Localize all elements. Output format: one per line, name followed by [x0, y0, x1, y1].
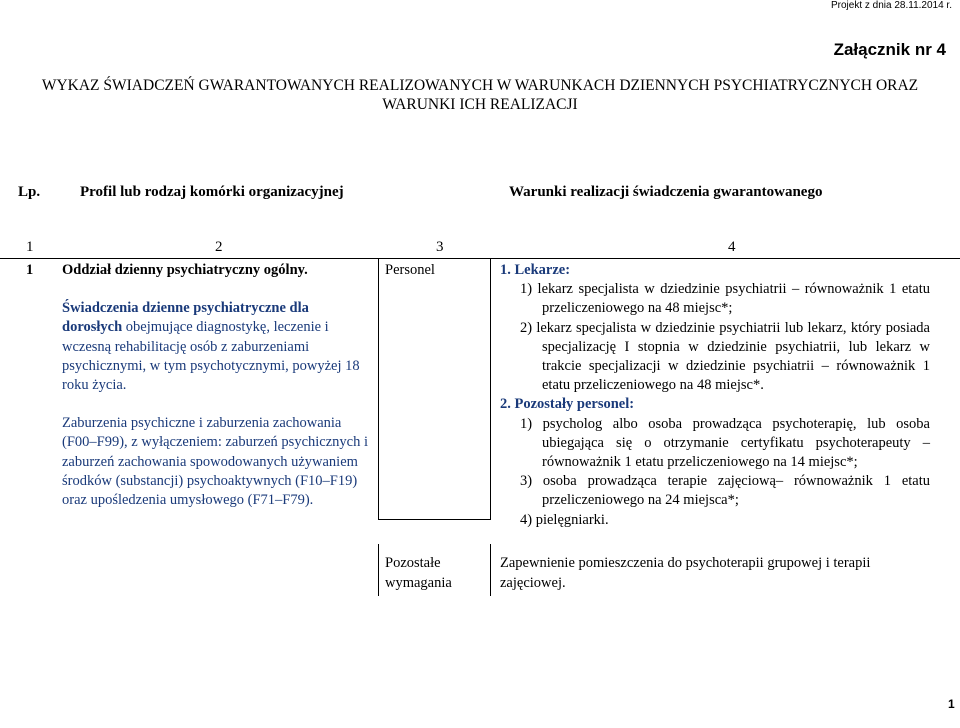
annex-label: Załącznik nr 4	[833, 40, 946, 59]
other-staff-item-1: 1) psycholog albo osoba prowadząca psychoterapię, lub osoba ubiegająca się o otrzymanie certyfikatu psychoterapeuty – równoważnik 1 etatu przeliczeniowego na 14 miejsc*;	[520, 415, 930, 471]
column-number-2: 2	[215, 239, 223, 255]
profile-icd-scope: Zaburzenia psychiczne i zaburzenia zachowania (F00–F99), z wyłączeniem: zaburzeń psychicznych i zaburzeń zachowania spowodowanych używaniem środków (substancji) psychoaktywnych (F10–F19) oraz upośledzenia umysłowego (F71–F79).	[62, 415, 369, 509]
column-number-3: 3	[436, 239, 444, 255]
other-requirements-label: Pozostałe wymagania	[385, 555, 452, 591]
table-rule	[0, 258, 960, 259]
column-divider	[490, 258, 491, 520]
column-header-profile: Profil lub rodzaj komórki organizacyjnej	[80, 184, 344, 200]
document-title	[0, 76, 960, 114]
column-divider	[378, 544, 379, 596]
column-header-conditions: Warunki realizacji świadczenia gwarantowanego	[509, 184, 823, 200]
other-requirements-text: Zapewnienie pomieszczenia do psychoterapii grupowej i terapii zajęciowej.	[500, 555, 871, 591]
profile-cell	[62, 261, 372, 510]
other-staff-item-3: 3) osoba prowadząca terapie zajęciową– równoważnik 1 etatu przeliczeniowego na 24 miejsca*;	[520, 473, 930, 509]
title-line-1: WYKAZ ŚWIADCZEŃ GWARANTOWANYCH REALIZOWANYCH W WARUNKACH DZIENNYCH PSYCHIATRYCZNYCH ORAZ	[41, 77, 919, 94]
column-number-4: 4	[728, 239, 736, 255]
profile-title: Oddział dzienny psychiatryczny ogólny.	[62, 262, 308, 278]
profile-description	[62, 299, 372, 395]
profile-description-bold: Świadczenia dzienne psychiatryczne dla dorosłych	[62, 300, 309, 336]
other-staff-item-4: 4) pielęgniarki.	[520, 511, 609, 528]
doctor-item-2: 2) lekarz specjalista w dziedzinie psychiatrii lub lekarz, który posiada specjalizację I stopnia w dziedzinie psychiatrii, lub lekarz w trakcie specjalizacji w dziedzinie psychiatrii – równoważnik 1 etatu przeliczeniowego na 48 miejsc*.	[520, 319, 930, 394]
personnel-conditions	[500, 261, 930, 530]
column-number-1: 1	[26, 239, 34, 255]
doctors-heading: 1. Lekarze:	[500, 262, 571, 278]
other-staff-heading: 2. Pozostały personel:	[500, 396, 635, 413]
column-header-lp: Lp.	[18, 184, 41, 200]
project-date: Projekt z dnia 28.11.2014 r.	[830, 0, 952, 11]
title-line-2: WARUNKI ICH REALIZACJI	[382, 96, 578, 113]
doctor-item-1: 1) lekarz specjalista w dziedzinie psychiatrii – równoważnik 1 etatu przeliczeniowego na 48 miejsc*;	[520, 281, 930, 317]
profile-description-rest: obejmujące diagnostykę, leczenie i wczesną rehabilitację osób z zaburzeniami psychicznymi, w tym psychotycznymi, powyżej 18 roku życia.	[62, 319, 360, 394]
table-rule	[378, 519, 490, 520]
personnel-label: Personel	[385, 262, 435, 278]
column-divider	[490, 544, 491, 596]
column-divider	[378, 258, 379, 520]
row-lp: 1	[26, 262, 34, 278]
page-number: 1	[948, 697, 955, 711]
